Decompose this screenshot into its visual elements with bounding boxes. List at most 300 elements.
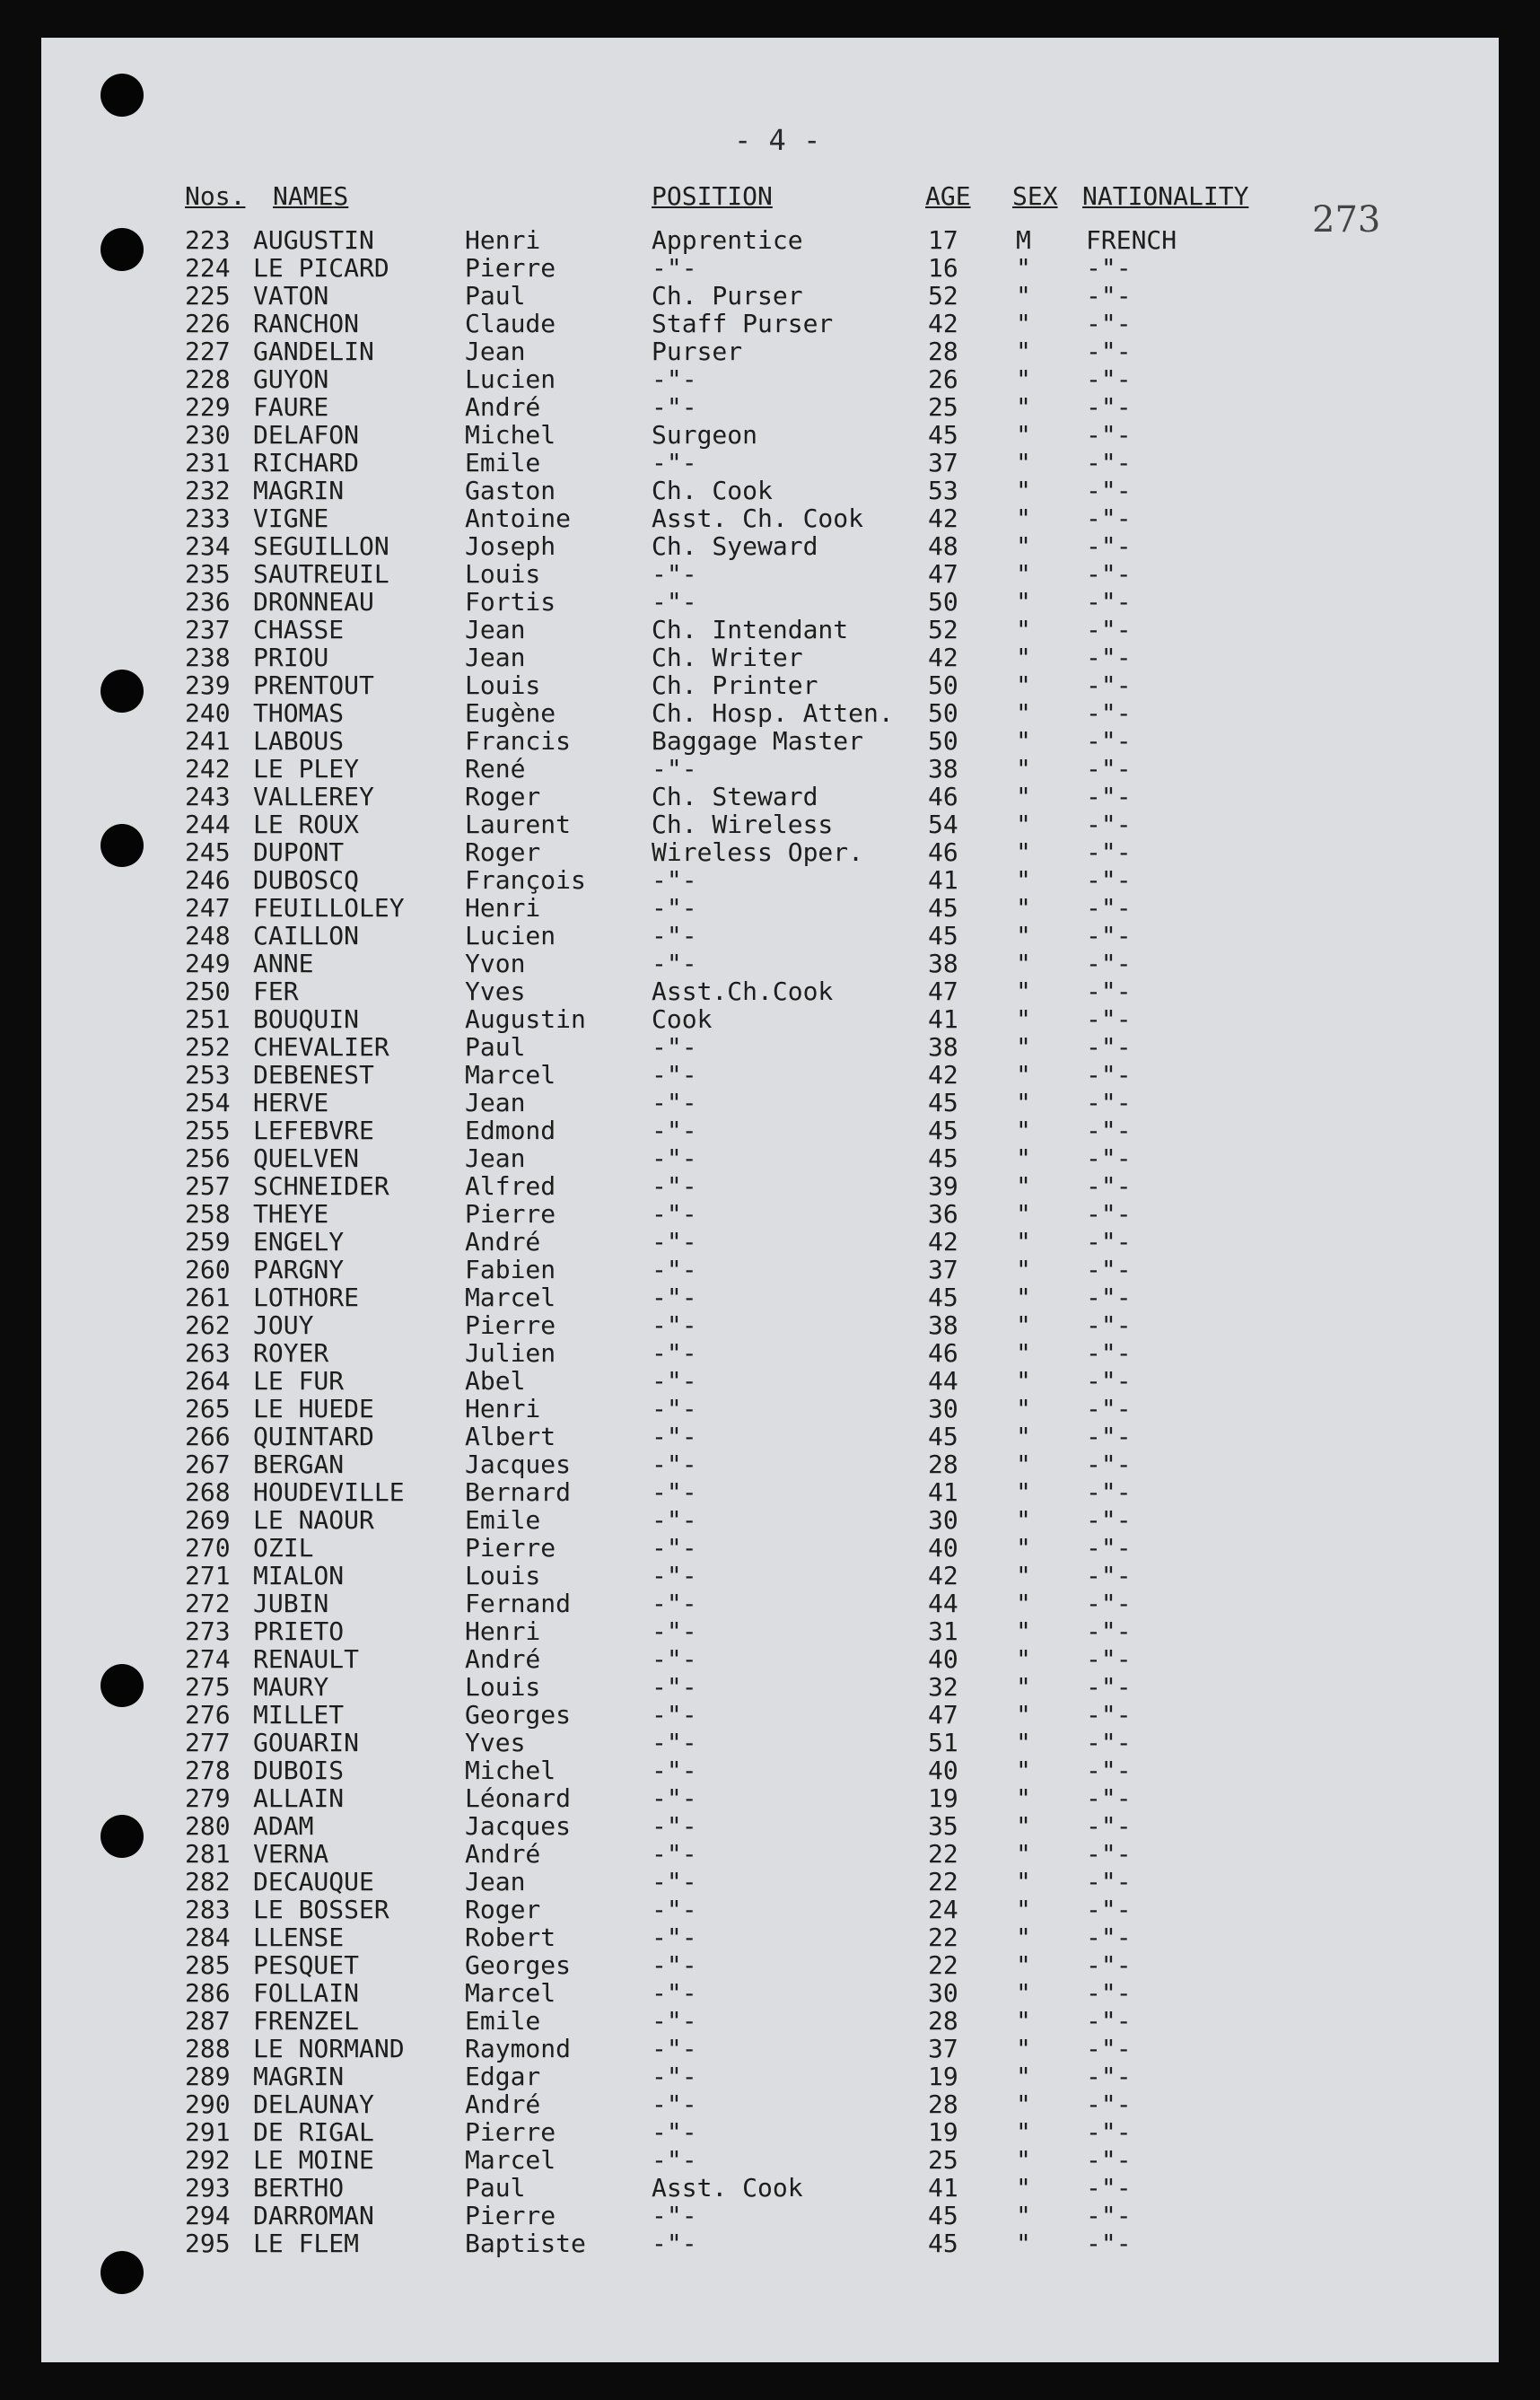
row-nationality: -"- <box>1086 1143 1132 1173</box>
table-row <box>41 1089 1499 1117</box>
row-sex: " <box>1016 1255 1031 1284</box>
row-surname: FRENZEL <box>253 2006 360 2036</box>
row-first-name: Yves <box>465 977 526 1006</box>
row-nationality: -"- <box>1086 865 1132 895</box>
row-surname: LE BOSSER <box>253 1895 389 1924</box>
header-nationality: NATIONALITY <box>1082 181 1249 211</box>
table-row <box>41 1701 1499 1729</box>
row-surname: JOUY <box>253 1310 314 1340</box>
row-first-name: Edmond <box>465 1116 556 1145</box>
table-row <box>41 699 1499 727</box>
row-number: 263 <box>185 1338 231 1368</box>
row-age: 53 <box>928 476 958 505</box>
header-age: AGE <box>925 181 971 211</box>
table-row <box>41 1617 1499 1645</box>
row-sex: " <box>1016 1032 1031 1062</box>
row-number: 237 <box>185 615 231 644</box>
row-surname: AUGUSTIN <box>253 225 374 255</box>
row-sex: " <box>1016 420 1031 450</box>
row-sex: " <box>1016 2034 1031 2063</box>
row-nationality: -"- <box>1086 504 1132 533</box>
row-surname: PRIOU <box>253 643 329 672</box>
row-position: -"- <box>652 1923 697 1952</box>
row-surname: MILLET <box>253 1700 345 1730</box>
row-sex: " <box>1016 1283 1031 1312</box>
row-age: 37 <box>928 448 958 477</box>
row-surname: LE NAOUR <box>253 1505 374 1535</box>
row-first-name: André <box>465 1227 541 1257</box>
row-number: 266 <box>185 1422 231 1451</box>
row-first-name: Albert <box>465 1422 556 1451</box>
row-first-name: Pierre <box>465 2117 556 2147</box>
table-row <box>41 421 1499 449</box>
row-nationality: -"- <box>1086 1422 1132 1451</box>
row-sex: " <box>1016 1616 1031 1646</box>
row-first-name: Lucien <box>465 364 556 394</box>
row-nationality: -"- <box>1086 1450 1132 1479</box>
row-number: 238 <box>185 643 231 672</box>
row-number: 281 <box>185 1839 231 1869</box>
row-age: 38 <box>928 754 958 784</box>
row-first-name: Henri <box>465 1394 541 1423</box>
table-row <box>41 1061 1499 1089</box>
row-number: 247 <box>185 893 231 923</box>
row-surname: CHASSE <box>253 615 345 644</box>
row-nationality: -"- <box>1086 2117 1132 2147</box>
row-position: -"- <box>652 1450 697 1479</box>
row-position: Apprentice <box>652 225 803 255</box>
row-position: -"- <box>652 1589 697 1618</box>
row-number: 232 <box>185 476 231 505</box>
row-age: 38 <box>928 949 958 978</box>
table-row <box>41 1534 1499 1562</box>
row-nationality: -"- <box>1086 2201 1132 2230</box>
row-nationality: -"- <box>1086 782 1132 811</box>
table-row <box>41 1144 1499 1172</box>
row-first-name: Joseph <box>465 531 556 561</box>
row-first-name: Michel <box>465 1756 556 1785</box>
row-number: 231 <box>185 448 231 477</box>
table-row <box>41 894 1499 922</box>
row-nationality: -"- <box>1086 921 1132 950</box>
row-sex: " <box>1016 1783 1031 1813</box>
table-row <box>41 1311 1499 1339</box>
row-age: 45 <box>928 2201 958 2230</box>
table-row <box>41 1395 1499 1423</box>
row-surname: MAGRIN <box>253 2062 345 2091</box>
row-surname: FOLLAIN <box>253 1978 360 2008</box>
row-surname: THEYE <box>253 1199 329 1229</box>
table-row <box>41 2229 1499 2257</box>
row-first-name: Fabien <box>465 1255 556 1284</box>
row-surname: HERVE <box>253 1088 329 1117</box>
row-position: -"- <box>652 364 697 394</box>
row-number: 251 <box>185 1004 231 1034</box>
row-first-name: Georges <box>465 1950 572 1980</box>
row-position: -"- <box>652 1366 697 1396</box>
row-position: -"- <box>652 1756 697 1785</box>
row-nationality: -"- <box>1086 977 1132 1006</box>
table-row <box>41 1033 1499 1061</box>
row-sex: " <box>1016 2145 1031 2175</box>
page-number: - 4 - <box>734 123 821 157</box>
row-sex: " <box>1016 476 1031 505</box>
row-nationality: -"- <box>1086 1088 1132 1117</box>
row-age: 41 <box>928 1004 958 1034</box>
table-row <box>41 1339 1499 1367</box>
row-first-name: Raymond <box>465 2034 572 2063</box>
row-surname: DUPONT <box>253 837 345 867</box>
row-number: 276 <box>185 1700 231 1730</box>
row-first-name: Roger <box>465 837 541 867</box>
row-position: -"- <box>652 1032 697 1062</box>
row-surname: QUELVEN <box>253 1143 360 1173</box>
row-nationality: -"- <box>1086 1950 1132 1980</box>
row-sex: " <box>1016 531 1031 561</box>
row-number: 277 <box>185 1728 231 1757</box>
row-first-name: Léonard <box>465 1783 572 1813</box>
row-first-name: Louis <box>465 670 541 700</box>
row-sex: " <box>1016 392 1031 422</box>
row-nationality: -"- <box>1086 726 1132 756</box>
row-sex: " <box>1016 587 1031 617</box>
row-age: 45 <box>928 420 958 450</box>
row-nationality: -"- <box>1086 1310 1132 1340</box>
row-nationality: -"- <box>1086 1338 1132 1368</box>
row-nationality: -"- <box>1086 1116 1132 1145</box>
row-position: -"- <box>652 865 697 895</box>
row-nationality: -"- <box>1086 559 1132 589</box>
row-first-name: Gaston <box>465 476 556 505</box>
row-nationality: FRENCH <box>1086 225 1177 255</box>
row-first-name: Paul <box>465 281 526 311</box>
row-position: Ch. Hosp. Atten. <box>652 698 894 728</box>
row-first-name: Jean <box>465 643 526 672</box>
row-age: 42 <box>928 643 958 672</box>
row-surname: LE PICARD <box>253 253 389 283</box>
row-position: -"- <box>652 1338 697 1368</box>
row-sex: " <box>1016 670 1031 700</box>
row-sex: " <box>1016 2201 1031 2230</box>
row-surname: RANCHON <box>253 309 360 338</box>
row-age: 50 <box>928 698 958 728</box>
row-position: Asst.Ch.Cook <box>652 977 834 1006</box>
row-sex: " <box>1016 1978 1031 2008</box>
table-row <box>41 337 1499 365</box>
row-first-name: Lucien <box>465 921 556 950</box>
row-surname: PRENTOUT <box>253 670 374 700</box>
row-number: 243 <box>185 782 231 811</box>
row-surname: ANNE <box>253 949 314 978</box>
row-number: 257 <box>185 1171 231 1201</box>
row-position: -"- <box>652 1728 697 1757</box>
row-number: 227 <box>185 337 231 366</box>
row-nationality: -"- <box>1086 1867 1132 1896</box>
row-surname: GOUARIN <box>253 1728 360 1757</box>
row-first-name: Bernard <box>465 1477 572 1507</box>
row-number: 259 <box>185 1227 231 1257</box>
row-nationality: -"- <box>1086 1171 1132 1201</box>
row-sex: " <box>1016 1143 1031 1173</box>
row-number: 229 <box>185 392 231 422</box>
table-row <box>41 950 1499 977</box>
row-number: 225 <box>185 281 231 311</box>
row-nationality: -"- <box>1086 1589 1132 1618</box>
row-age: 45 <box>928 921 958 950</box>
row-number: 290 <box>185 2089 231 2119</box>
row-number: 267 <box>185 1450 231 1479</box>
row-position: -"- <box>652 1950 697 1980</box>
table-row <box>41 977 1499 1005</box>
row-position: -"- <box>652 2229 697 2258</box>
table-row <box>41 1367 1499 1395</box>
row-position: -"- <box>652 1199 697 1229</box>
row-position: Ch. Purser <box>652 281 803 311</box>
row-age: 40 <box>928 1644 958 1674</box>
row-nationality: -"- <box>1086 1644 1132 1674</box>
row-age: 28 <box>928 337 958 366</box>
row-number: 271 <box>185 1561 231 1590</box>
row-sex: " <box>1016 1533 1031 1563</box>
row-position: -"- <box>652 587 697 617</box>
row-position: -"- <box>652 1839 697 1869</box>
row-first-name: Baptiste <box>465 2229 586 2258</box>
row-age: 28 <box>928 2006 958 2036</box>
table-row <box>41 2146 1499 2174</box>
table-row <box>41 1200 1499 1228</box>
row-nationality: -"- <box>1086 364 1132 394</box>
row-number: 287 <box>185 2006 231 2036</box>
row-age: 25 <box>928 2145 958 2175</box>
row-number: 274 <box>185 1644 231 1674</box>
row-surname: GUYON <box>253 364 329 394</box>
row-nationality: -"- <box>1086 1811 1132 1841</box>
row-age: 28 <box>928 1450 958 1479</box>
row-age: 47 <box>928 977 958 1006</box>
row-first-name: Pierre <box>465 1310 556 1340</box>
row-number: 292 <box>185 2145 231 2175</box>
row-surname: OZIL <box>253 1533 314 1563</box>
row-age: 54 <box>928 810 958 839</box>
row-sex: " <box>1016 2173 1031 2203</box>
row-number: 285 <box>185 1950 231 1980</box>
table-row <box>41 727 1499 755</box>
row-surname: PRIETO <box>253 1616 345 1646</box>
row-first-name: Francis <box>465 726 572 756</box>
table-row <box>41 532 1499 560</box>
row-number: 255 <box>185 1116 231 1145</box>
row-first-name: Marcel <box>465 1283 556 1312</box>
table-row <box>41 1645 1499 1673</box>
table-row <box>41 1729 1499 1756</box>
row-position: -"- <box>652 1644 697 1674</box>
row-surname: PARGNY <box>253 1255 345 1284</box>
table-row <box>41 1256 1499 1283</box>
row-position: -"- <box>652 2201 697 2230</box>
row-number: 282 <box>185 1867 231 1896</box>
row-first-name: Fortis <box>465 587 556 617</box>
row-age: 45 <box>928 1422 958 1451</box>
row-surname: LABOUS <box>253 726 345 756</box>
row-surname: DUBOIS <box>253 1756 345 1785</box>
table-row <box>41 1117 1499 1144</box>
row-number: 233 <box>185 504 231 533</box>
row-sex: " <box>1016 1477 1031 1507</box>
row-surname: CAILLON <box>253 921 360 950</box>
row-age: 40 <box>928 1533 958 1563</box>
row-surname: LE MOINE <box>253 2145 374 2175</box>
row-position: -"- <box>652 1616 697 1646</box>
row-age: 32 <box>928 1672 958 1702</box>
row-surname: DELAFON <box>253 420 360 450</box>
row-age: 45 <box>928 893 958 923</box>
row-first-name: Roger <box>465 782 541 811</box>
row-age: 38 <box>928 1032 958 1062</box>
row-surname: VERNA <box>253 1839 329 1869</box>
row-position: -"- <box>652 2145 697 2175</box>
table-row <box>41 1673 1499 1701</box>
row-position: -"- <box>652 448 697 477</box>
row-sex: " <box>1016 810 1031 839</box>
row-position: -"- <box>652 1783 697 1813</box>
row-nationality: -"- <box>1086 810 1132 839</box>
row-age: 39 <box>928 1171 958 1201</box>
row-nationality: -"- <box>1086 1255 1132 1284</box>
row-age: 26 <box>928 364 958 394</box>
row-nationality: -"- <box>1086 1700 1132 1730</box>
row-position: -"- <box>652 559 697 589</box>
table-row <box>41 1450 1499 1478</box>
row-nationality: -"- <box>1086 1227 1132 1257</box>
row-surname: BERGAN <box>253 1450 345 1479</box>
row-number: 275 <box>185 1672 231 1702</box>
row-surname: VALLEREY <box>253 782 374 811</box>
row-position: -"- <box>652 1171 697 1201</box>
row-position: -"- <box>652 1394 697 1423</box>
table-row <box>41 671 1499 699</box>
row-first-name: Yvon <box>465 949 526 978</box>
row-sex: " <box>1016 1310 1031 1340</box>
row-position: Ch. Steward <box>652 782 818 811</box>
row-nationality: -"- <box>1086 420 1132 450</box>
row-sex: " <box>1016 448 1031 477</box>
punch-hole <box>101 2251 144 2294</box>
row-first-name: Jean <box>465 1088 526 1117</box>
row-surname: SCHNEIDER <box>253 1171 389 1201</box>
row-sex: " <box>1016 1895 1031 1924</box>
table-row <box>41 1172 1499 1200</box>
row-number: 291 <box>185 2117 231 2147</box>
row-age: 36 <box>928 1199 958 1229</box>
row-surname: ADAM <box>253 1811 314 1841</box>
row-first-name: Pierre <box>465 2201 556 2230</box>
row-sex: " <box>1016 1811 1031 1841</box>
row-nationality: -"- <box>1086 1199 1132 1229</box>
row-number: 293 <box>185 2173 231 2203</box>
row-sex: " <box>1016 1004 1031 1034</box>
row-number: 235 <box>185 559 231 589</box>
row-surname: FER <box>253 977 299 1006</box>
row-position: -"- <box>652 1672 697 1702</box>
row-nationality: -"- <box>1086 1561 1132 1590</box>
row-first-name: Antoine <box>465 504 572 533</box>
row-age: 42 <box>928 504 958 533</box>
table-row <box>41 393 1499 421</box>
row-sex: " <box>1016 921 1031 950</box>
row-number: 250 <box>185 977 231 1006</box>
row-nationality: -"- <box>1086 2034 1132 2063</box>
table-row <box>41 2035 1499 2063</box>
table-row <box>41 1756 1499 1784</box>
row-first-name: Paul <box>465 1032 526 1062</box>
row-surname: MAGRIN <box>253 476 345 505</box>
row-surname: JUBIN <box>253 1589 329 1618</box>
table-row <box>41 1005 1499 1033</box>
row-surname: LEFEBVRE <box>253 1116 374 1145</box>
row-number: 254 <box>185 1088 231 1117</box>
table-row <box>41 783 1499 810</box>
row-nationality: -"- <box>1086 643 1132 672</box>
table-row <box>41 365 1499 393</box>
row-age: 22 <box>928 1923 958 1952</box>
row-position: Asst. Cook <box>652 2173 803 2203</box>
row-sex: " <box>1016 1088 1031 1117</box>
row-sex: " <box>1016 615 1031 644</box>
row-nationality: -"- <box>1086 476 1132 505</box>
row-first-name: André <box>465 1839 541 1869</box>
table-row <box>41 449 1499 477</box>
row-nationality: -"- <box>1086 615 1132 644</box>
row-number: 248 <box>185 921 231 950</box>
row-first-name: Michel <box>465 420 556 450</box>
row-nationality: -"- <box>1086 1283 1132 1312</box>
row-first-name: Louis <box>465 1672 541 1702</box>
row-number: 264 <box>185 1366 231 1396</box>
row-position: Ch. Intendant <box>652 615 849 644</box>
table-row <box>41 282 1499 310</box>
row-age: 45 <box>928 1143 958 1173</box>
row-position: -"- <box>652 949 697 978</box>
row-number: 252 <box>185 1032 231 1062</box>
table-row <box>41 1506 1499 1534</box>
row-age: 45 <box>928 2229 958 2258</box>
row-sex: " <box>1016 309 1031 338</box>
row-nationality: -"- <box>1086 392 1132 422</box>
row-first-name: Jean <box>465 1867 526 1896</box>
table-row <box>41 1283 1499 1311</box>
row-sex: " <box>1016 2229 1031 2258</box>
row-position: -"- <box>652 2062 697 2091</box>
row-sex: " <box>1016 698 1031 728</box>
row-number: 262 <box>185 1310 231 1340</box>
row-sex: " <box>1016 865 1031 895</box>
table-row <box>41 1840 1499 1868</box>
row-age: 47 <box>928 559 958 589</box>
row-number: 226 <box>185 309 231 338</box>
row-nationality: -"- <box>1086 1394 1132 1423</box>
row-sex: " <box>1016 726 1031 756</box>
row-surname: SEGUILLON <box>253 531 389 561</box>
row-sex: " <box>1016 949 1031 978</box>
row-age: 45 <box>928 1116 958 1145</box>
row-first-name: Alfred <box>465 1171 556 1201</box>
row-surname: ALLAIN <box>253 1783 345 1813</box>
row-age: 19 <box>928 1783 958 1813</box>
row-nationality: -"- <box>1086 1895 1132 1924</box>
row-sex: " <box>1016 1505 1031 1535</box>
row-position: -"- <box>652 2006 697 2036</box>
row-sex: " <box>1016 504 1031 533</box>
